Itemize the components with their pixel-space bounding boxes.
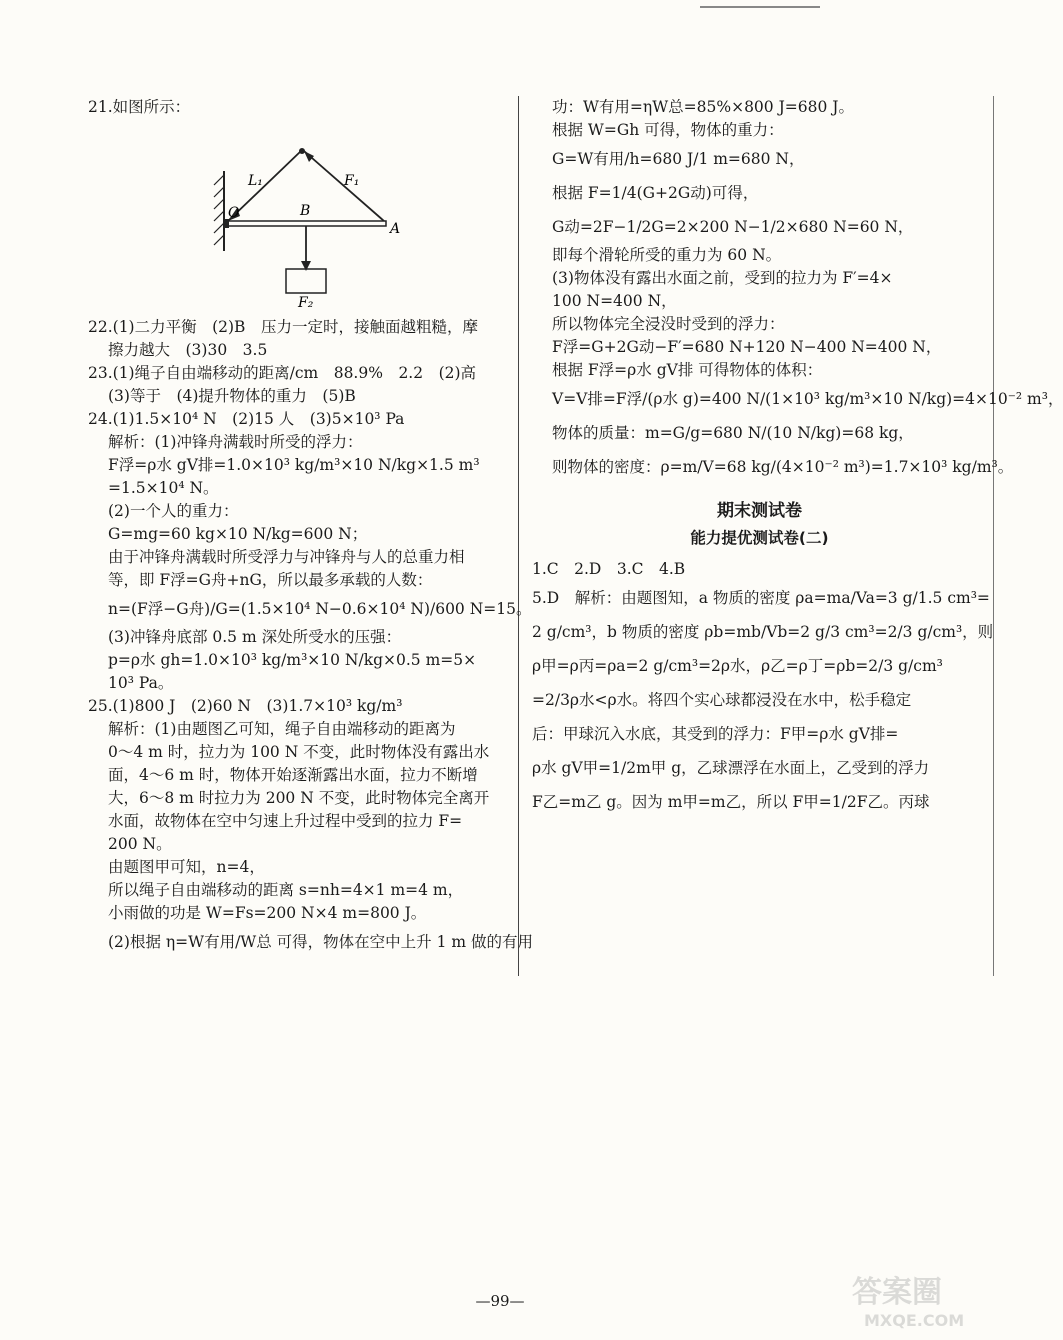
watermark-logo xyxy=(844,1264,994,1334)
label-b: B xyxy=(300,203,311,219)
q25-line: 水面，故物体在空中匀速上升过程中受到的拉力 F= xyxy=(108,812,463,830)
q25-cont-line: G=W有用/h=680 J/1 m=680 N， xyxy=(552,150,805,168)
q25-cont-line: 根据 F=1/4(G+2G动)可得， xyxy=(552,184,759,202)
q25-line: (2)根据 η=W有用/W总 可得，物体在空中上升 1 m 做的有用 xyxy=(108,933,534,951)
watermark-url: MXQE.COM xyxy=(864,1311,965,1330)
q24-line: =1.5×10⁴ N。 xyxy=(108,479,219,497)
right-margin-rule xyxy=(993,96,994,976)
q25-cont-line: V=V排=F浮/(ρ水 g)=400 N/(1×10³ kg/m³×10 N/kg)=4×10⁻² m³， xyxy=(552,390,1063,408)
q24-line: F浮=ρ水 gV排=1.0×10³ kg/m³×10 N/kg×1.5 m³ xyxy=(108,456,480,474)
label-o: O xyxy=(228,205,240,221)
q5-line: 后：甲球沉入水底，其受到的浮力：F甲=ρ水 gV排= xyxy=(532,725,899,743)
section-subtitle: 能力提优测试卷(二) xyxy=(690,529,829,547)
q25-line: 200 N。 xyxy=(108,835,172,853)
q24-line: n=(F浮−G舟)/G=(1.5×10⁴ N−0.6×10⁴ N)/600 N=15。 xyxy=(108,600,532,618)
left-column xyxy=(88,96,534,959)
q21-label: 21.如图所示： xyxy=(88,98,191,116)
q24-answer: 24.(1)1.5×10⁴ N (2)15 人 (3)5×10³ Pa xyxy=(88,410,405,428)
q22-line1: 22.(1)二力平衡 (2)B 压力一定时，接触面越粗糙，摩 xyxy=(88,318,478,336)
label-l1: L₁ xyxy=(248,173,263,189)
q25-cont-line: 根据 W=Gh 可得，物体的重力： xyxy=(552,121,784,139)
section-title: 期末测试卷 xyxy=(717,501,802,521)
q25-cont-line: 所以物体完全浸没时受到的浮力： xyxy=(552,315,785,333)
q25-cont-line: 即每个滑轮所受的重力为 60 N。 xyxy=(552,246,782,264)
q5-line: =2/3ρ水<ρ水。将四个实心球都浸没在水中，松手稳定 xyxy=(532,691,912,709)
q25-cont-line: 物体的质量：m=G/g=680 N/(10 N/kg)=68 kg， xyxy=(552,424,914,442)
q5-line: ρ水 gV甲=1/2m甲 g，乙球漂浮在水面上，乙受到的浮力 xyxy=(532,759,930,777)
q25-line: 面，4～6 m 时，物体开始逐渐露出水面，拉力不断增 xyxy=(108,766,478,784)
q25-cont-line: 100 N=400 N， xyxy=(552,292,677,310)
q25-line: 0～4 m 时，拉力为 100 N 不变，此时物体没有露出水 xyxy=(108,743,490,761)
q25-cont-line: F浮=G+2G动−F′=680 N+120 N−400 N=400 N， xyxy=(552,338,942,356)
lever-diagram xyxy=(88,121,408,311)
q24-line: p=ρ水 gh=1.0×10³ kg/m³×10 N/kg×0.5 m=5× xyxy=(108,651,477,669)
top-rule xyxy=(700,6,820,8)
label-a: A xyxy=(390,221,401,237)
q23-line2: (3)等于 (4)提升物体的重力 (5)B xyxy=(108,387,356,405)
q22-line2: 擦力越大 (3)30 3.5 xyxy=(108,341,268,359)
label-f2: F₂ xyxy=(298,295,314,311)
q25-line: 大，6～8 m 时拉力为 200 N 不变，此时物体完全离开 xyxy=(108,789,490,807)
q24-line: (3)冲锋舟底部 0.5 m 深处所受水的压强： xyxy=(108,628,402,646)
q25-line: 解析：(1)由题图乙可知，绳子自由端移动的距离为 xyxy=(108,720,456,738)
mc-answers: 1.C 2.D 3.C 4.B xyxy=(532,560,686,578)
q24-line: 解析：(1)冲锋舟满载时所受的浮力： xyxy=(108,433,363,451)
q23-line1: 23.(1)绳子自由端移动的距离/cm 88.9% 2.2 (2)高 xyxy=(88,364,477,382)
q5-line: 2 g/cm³，b 物质的密度 ρb=mb/Vb=2 g/3 cm³=2/3 g/cm³，则 xyxy=(532,623,994,641)
q24-line: 由于冲锋舟满载时所受浮力与冲锋舟与人的总重力相 xyxy=(108,548,465,566)
q25-line: 小雨做的功是 W=Fs=200 N×4 m=800 J。 xyxy=(108,904,427,922)
q24-line: G=mg=60 kg×10 N/kg=600 N； xyxy=(108,525,368,543)
q25-cont-line: 则物体的密度：ρ=m/V=68 kg/(4×10⁻² m³)=1.7×10³ kg/m³。 xyxy=(552,458,1014,476)
label-f1: F₁ xyxy=(344,173,360,189)
q5-line: F乙=m乙 g。因为 m甲=m乙，所以 F甲=1/2F乙。丙球 xyxy=(532,793,930,811)
q24-line: 10³ Pa。 xyxy=(108,674,174,692)
q25-cont-line: 功：W有用=ηW总=85%×800 J=680 J。 xyxy=(552,98,855,116)
q25-answer: 25.(1)800 J (2)60 N (3)1.7×10³ kg/m³ xyxy=(88,697,403,715)
q25-line: 所以绳子自由端移动的距离 s=nh=4×1 m=4 m， xyxy=(108,881,464,899)
q5-line: ρ甲=ρ丙=ρa=2 g/cm³=2ρ水，ρ乙=ρ丁=ρb=2/3 g/cm³ xyxy=(532,657,943,675)
q24-line: (2)一个人的重力： xyxy=(108,502,239,520)
q25-cont-line: G动=2F−1/2G=2×200 N−1/2×680 N=60 N， xyxy=(552,218,914,236)
q25-line: 由题图甲可知，n=4， xyxy=(108,858,265,876)
q24-line: 等，即 F浮=G舟+nG，所以最多承载的人数： xyxy=(108,571,433,589)
right-column xyxy=(532,96,1063,819)
column-divider xyxy=(518,96,519,976)
watermark-text: 答案圈 xyxy=(852,1275,942,1310)
page-number: —99— xyxy=(475,1292,525,1310)
q25-cont-line: 根据 F浮=ρ水 gV排 可得物体的体积： xyxy=(552,361,823,379)
q25-cont-line: (3)物体没有露出水面之前，受到的拉力为 F′=4× xyxy=(552,269,893,287)
q5-line: 5.D 解析：由题图知，a 物质的密度 ρa=ma/Va=3 g/1.5 cm³= xyxy=(532,589,990,607)
